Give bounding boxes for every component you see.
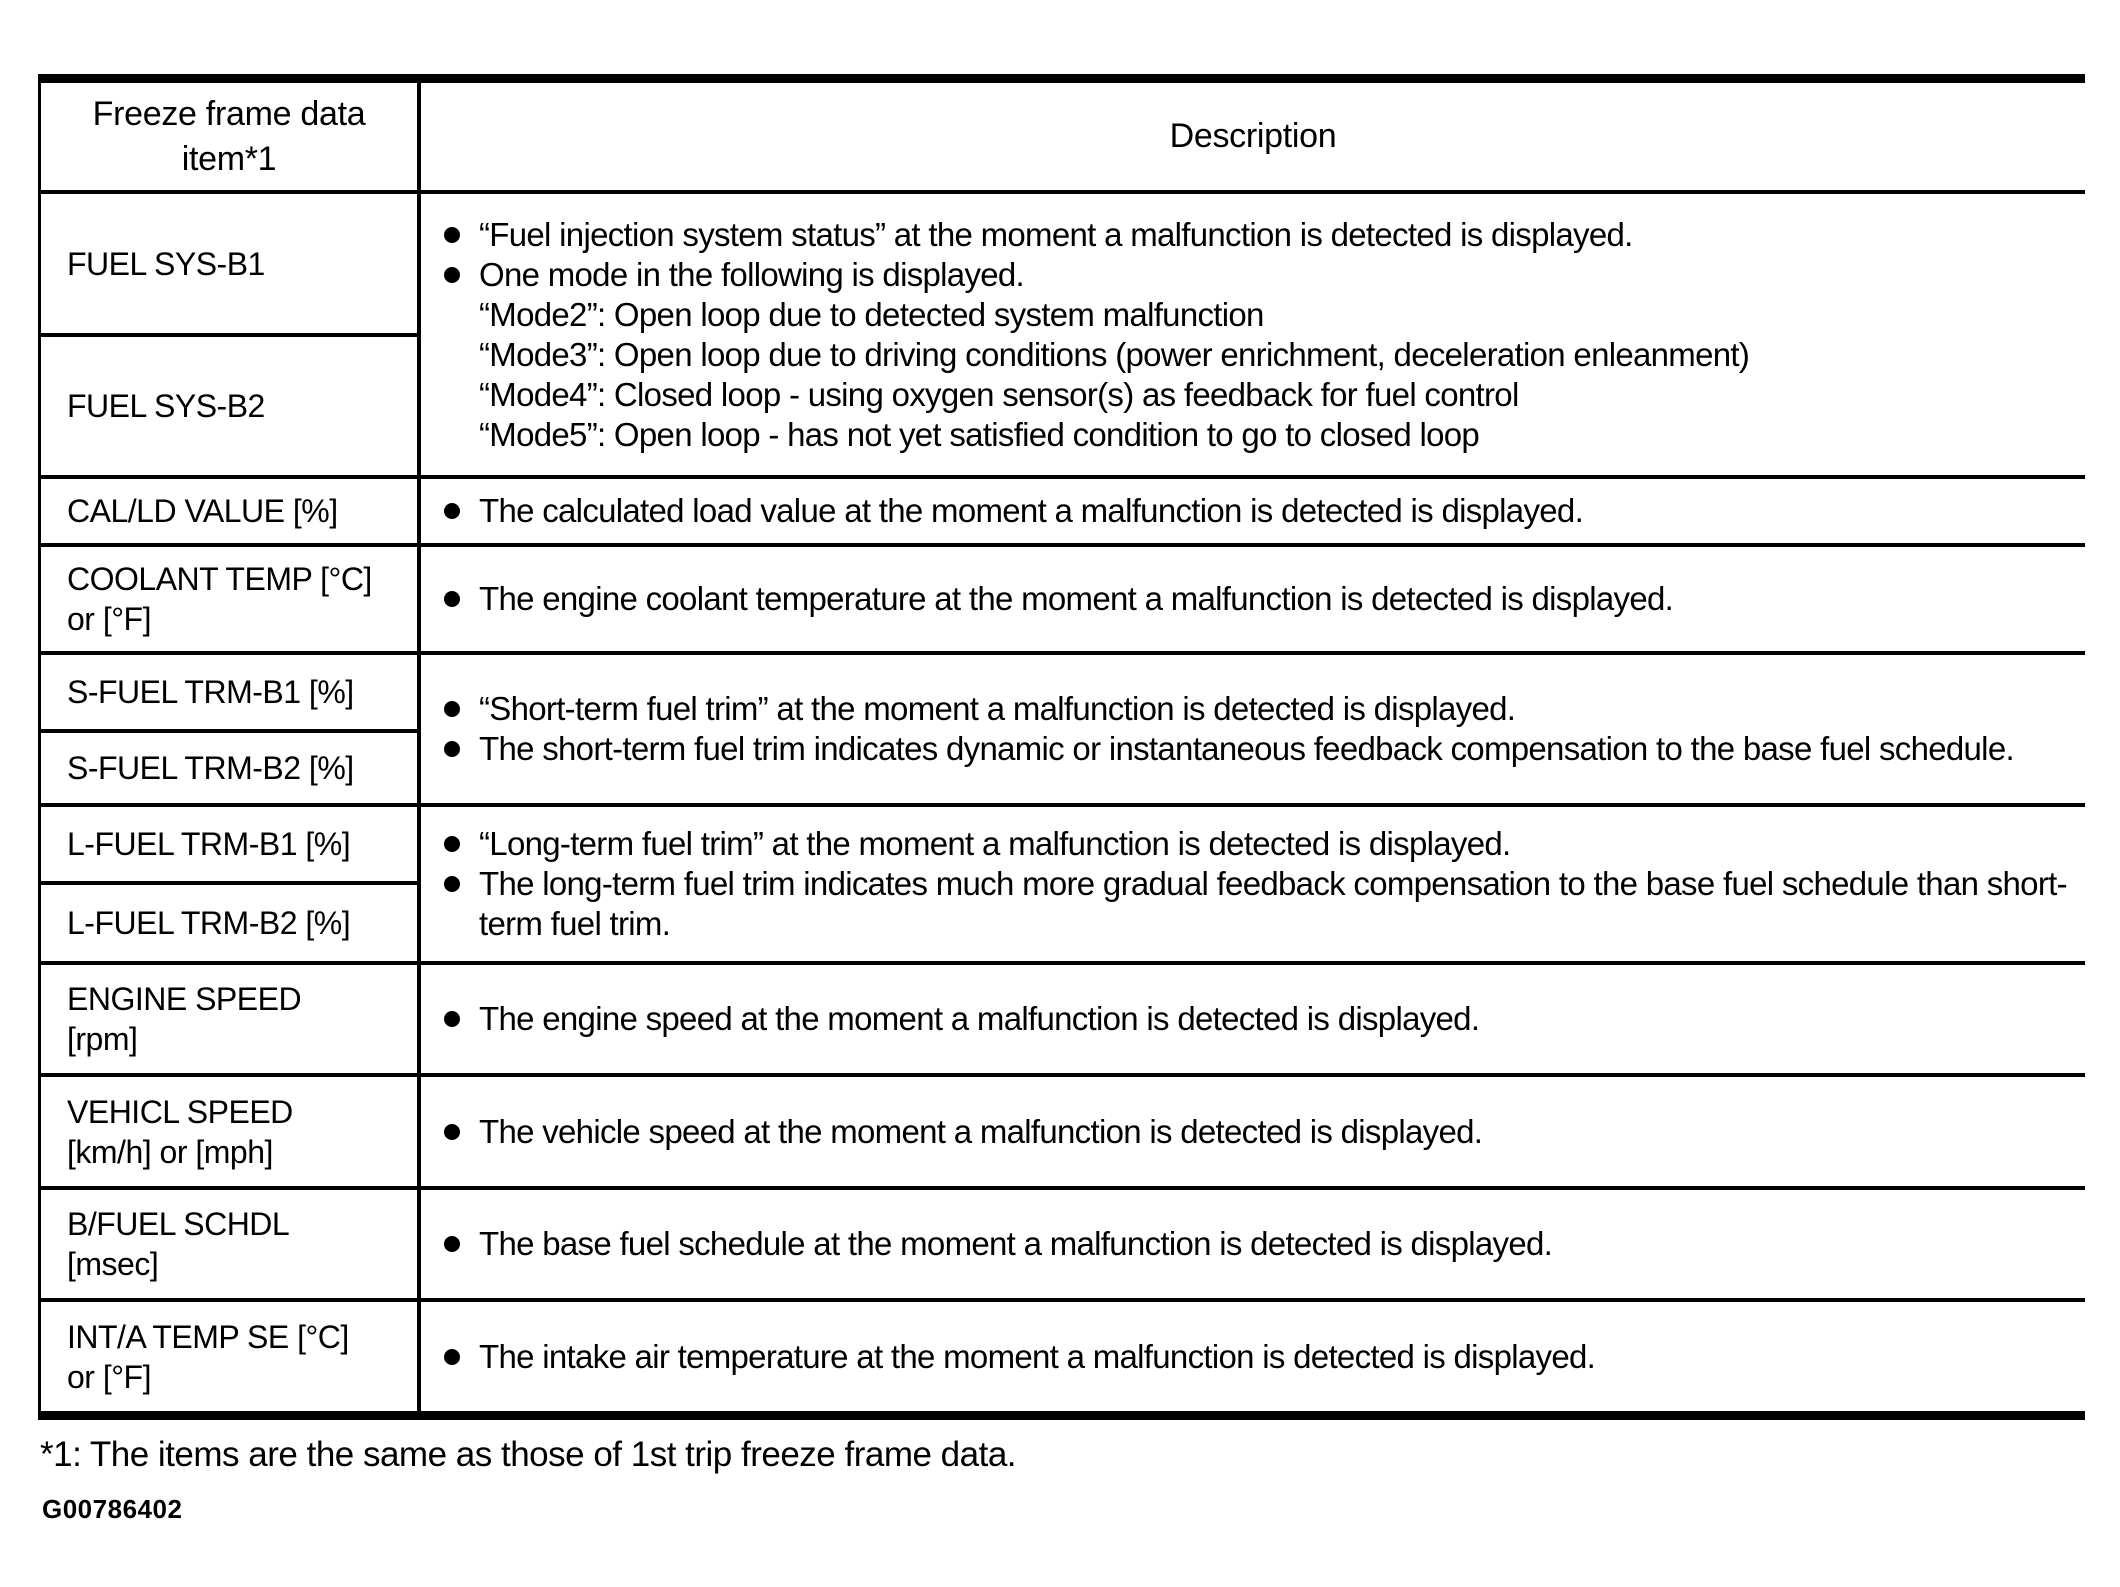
item-label: [rpm] [67, 1021, 138, 1057]
bullet-icon [435, 729, 479, 769]
bullet-item [435, 729, 2067, 769]
item-label: S-FUEL TRM-B2 [%] [67, 750, 354, 786]
item-cells [41, 1077, 421, 1186]
bullet-icon [435, 689, 479, 729]
item-cell [41, 1302, 417, 1411]
bullet-item [435, 1337, 2067, 1377]
bullet-text: “Fuel injection system status” at the moment a malfunction is detected is displayed. [479, 215, 1633, 253]
bullet-icon [435, 1337, 479, 1377]
bullet-item [435, 215, 2067, 255]
item-label: FUEL SYS-B1 [67, 245, 265, 282]
bullet-item [435, 824, 2067, 864]
bullet-item [435, 689, 2067, 729]
header-description-cell [421, 83, 2085, 190]
item-cell [41, 1077, 417, 1186]
item-cells [41, 655, 421, 803]
bullet-icon [435, 491, 479, 531]
item-cells [41, 807, 421, 961]
footnote: *1: The items are the same as those of 1st trip freeze frame data. [40, 1435, 1017, 1474]
item-label: COOLANT TEMP [°C] [67, 561, 372, 597]
bullet-icon [435, 864, 479, 944]
bullet-icon [435, 255, 479, 295]
bullet-text: The intake air temperature at the moment a malfunction is detected is displayed. [479, 1337, 1596, 1375]
item-cell [41, 1190, 417, 1298]
description-line: “Mode5”: Open loop - has not yet satisfied condition to go to closed loop [479, 415, 1480, 453]
item-label: L-FUEL TRM-B1 [%] [67, 826, 351, 862]
item-label: INT/A TEMP SE [°C] [67, 1318, 349, 1355]
item-cell [41, 965, 417, 1073]
item-cell [41, 194, 417, 333]
bullet-text: The vehicle speed at the moment a malfunction is detected is displayed. [479, 1112, 1483, 1150]
bullet-text: The long-term fuel trim indicates much more gradual feedback compensation to the base fuel schedule than short-term fuel trim. [479, 865, 2067, 942]
item-cell [41, 479, 417, 543]
item-label: [msec] [67, 1246, 159, 1282]
bullet-icon [435, 1224, 479, 1264]
figure-code: G00786402 [42, 1494, 183, 1524]
table-row-calld-value [41, 479, 2085, 547]
description-cell [421, 479, 2085, 543]
item-label: VEHICL SPEED [67, 1093, 293, 1130]
bullet-text: “Short-term fuel trim” at the moment a malfunction is detected is displayed. [479, 690, 1516, 727]
description-cell [421, 807, 2085, 961]
bullet-text: “Long-term fuel trim” at the moment a malfunction is detected is displayed. [479, 825, 1511, 862]
description-line: “Mode2”: Open loop due to detected system malfunction [479, 295, 1264, 333]
item-cells [41, 965, 421, 1073]
description-cell [421, 965, 2085, 1073]
table-row-b-fuel-schdl [41, 1190, 2085, 1302]
item-cells [41, 547, 421, 651]
description-cell [421, 655, 2085, 803]
table-row-engine-speed [41, 965, 2085, 1077]
bullet-text: The engine speed at the moment a malfunction is detected is displayed. [479, 1000, 1480, 1037]
item-label: L-FUEL TRM-B2 [%] [67, 905, 351, 941]
item-cell [41, 807, 417, 881]
item-label: B/FUEL SCHDL [67, 1206, 290, 1242]
item-label: ENGINE SPEED [67, 981, 302, 1017]
description-cell [421, 194, 2085, 475]
item-label: CAL/LD VALUE [%] [67, 493, 338, 529]
table-row-vehicl-speed [41, 1077, 2085, 1190]
bullet-text: The base fuel schedule at the moment a malfunction is detected is displayed. [479, 1225, 1553, 1262]
freeze-frame-data-table [38, 74, 2085, 1420]
item-cells [41, 1302, 421, 1411]
description-line: “Mode4”: Closed loop - using oxygen sensor(s) as feedback for fuel control [479, 375, 1519, 413]
header-description-label: Description [1169, 117, 1337, 155]
item-cell [41, 881, 417, 961]
item-label: or [°F] [67, 601, 151, 637]
bullet-text: The short-term fuel trim indicates dynamic or instantaneous feedback compensation to the base fuel schedule. [479, 730, 2014, 767]
bullet-icon [435, 579, 479, 619]
description-line: “Mode3”: Open loop due to driving conditions (power enrichment, deceleration enleanment) [479, 335, 1750, 373]
table-row-fuel-sys [41, 194, 2085, 479]
bullet-icon [435, 215, 479, 255]
description-cell [421, 1190, 2085, 1298]
bullet-item [435, 491, 2067, 531]
table-row-s-fuel-trm [41, 655, 2085, 807]
bullet-text: The calculated load value at the moment a malfunction is detected is displayed. [479, 492, 1584, 529]
item-cells [41, 479, 421, 543]
description-cell [421, 1077, 2085, 1186]
item-label: [km/h] or [mph] [67, 1133, 273, 1170]
item-label: FUEL SYS-B2 [67, 388, 265, 424]
table-row-int-a-temp [41, 1302, 2085, 1411]
table-header-row [41, 83, 2085, 194]
item-cells [41, 1190, 421, 1298]
bullet-item [435, 1112, 2067, 1152]
item-label: S-FUEL TRM-B1 [%] [67, 674, 354, 710]
header-item-label: Freeze frame data [92, 94, 366, 133]
item-cells [41, 194, 421, 475]
bullet-text: The engine coolant temperature at the moment a malfunction is detected is displayed. [479, 580, 1674, 617]
header-item-label: item*1 [181, 139, 277, 178]
bullet-item [435, 999, 2067, 1039]
bullet-item [435, 579, 2067, 619]
description-cell [421, 1302, 2085, 1411]
description-cell [421, 547, 2085, 651]
table-row-coolant-temp [41, 547, 2085, 655]
item-cell [41, 729, 417, 803]
item-label: or [°F] [67, 1358, 151, 1395]
item-cell [41, 655, 417, 729]
bullet-text: One mode in the following is displayed. [479, 255, 1025, 293]
item-cell [41, 333, 417, 475]
item-cell [41, 547, 417, 651]
bullet-icon [435, 1112, 479, 1152]
table-row-l-fuel-trm [41, 807, 2085, 965]
header-item-cell [41, 83, 421, 190]
bullet-item [435, 1224, 2067, 1264]
bullet-item [435, 255, 2067, 295]
bullet-icon [435, 824, 479, 864]
bullet-item [435, 864, 2067, 944]
bullet-icon [435, 999, 479, 1039]
